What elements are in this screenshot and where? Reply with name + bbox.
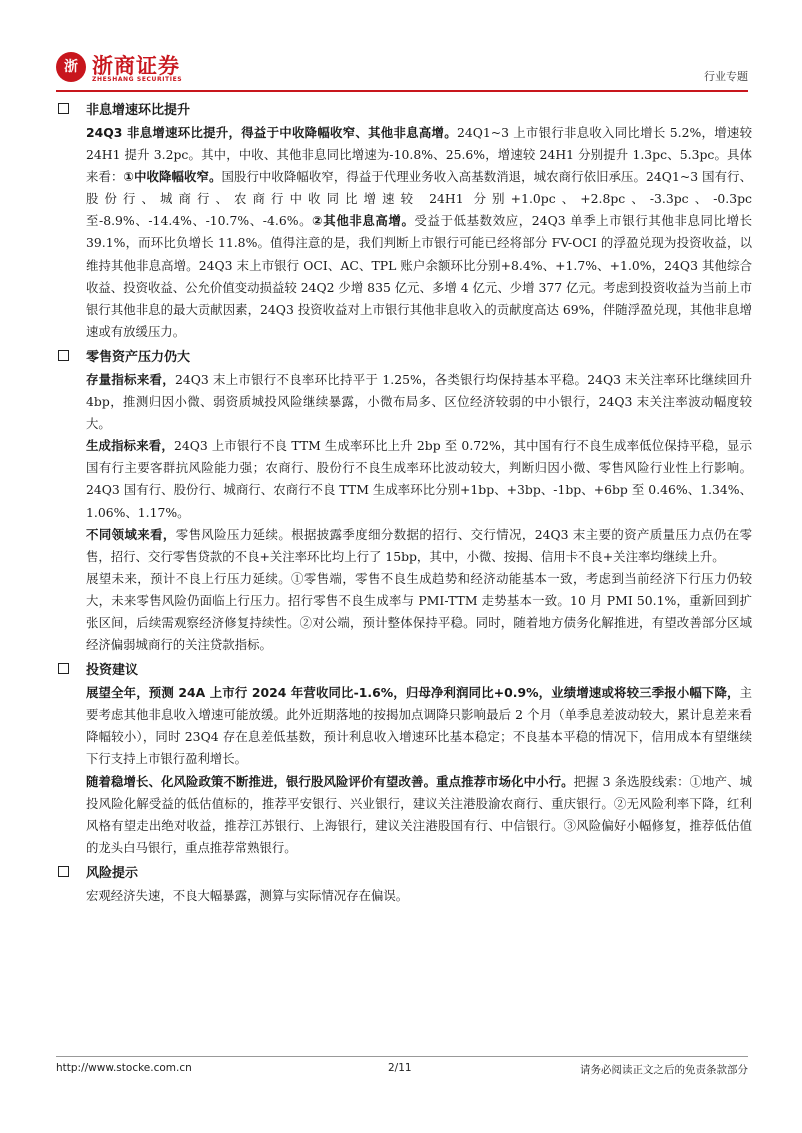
section-title: 风险提示 <box>86 865 139 881</box>
checkbox-bullet-icon <box>58 103 69 114</box>
section-heading <box>56 345 748 369</box>
body-paragraph <box>86 682 752 770</box>
body-paragraph <box>86 122 752 343</box>
text-run: 宏观经济失速，不良大幅暴露，测算与实际情况存在偏误。 <box>86 887 409 903</box>
company-logo <box>56 48 216 92</box>
bold-text-run: ①中收降幅收窄。 <box>123 169 222 185</box>
text-run: 主要考虑其他非息收入增速可能放缓。此外近期落地的按揭加点调降只影响最后 2 个月（单季息差波动较大，累计息差来看降幅较小），同时 23Q4 存在息差低基数，预计利息收入增速环比基本稳定；不良基本平稳的情况下，信用成本有望继续下行支持上市银行盈利增长。 <box>86 685 752 767</box>
logo-text: 浙商证券 <box>92 54 180 78</box>
checkbox-bullet-icon <box>58 866 69 877</box>
report-body <box>56 96 753 907</box>
section-heading <box>56 658 748 682</box>
bold-text-run: 生成指标来看， <box>86 438 174 454</box>
body-paragraph <box>86 369 752 435</box>
page-header <box>56 44 748 96</box>
bold-text-run: 存量指标来看， <box>86 371 175 387</box>
body-paragraph <box>86 435 752 523</box>
text-run: 24Q1~3 上市银行非息收入同比增长 5.2%，增速较 24H1 提升 3.2pc。其中，中收、其他非息同比增速为-10.8%、25.6%，增速较 24H1 分别提升 1.3pc、5.3pc。具体来看： <box>86 125 752 185</box>
footer-url[interactable]: http://www.stocke.com.cn <box>56 1062 192 1074</box>
bold-text-run: 不同领域来看， <box>86 526 176 542</box>
body-paragraph <box>86 885 752 907</box>
body-paragraph <box>86 568 752 656</box>
section-title: 投资建议 <box>86 663 139 679</box>
section-heading <box>56 861 748 885</box>
text-run: 零售风险压力延续。根据披露季度细分数据的招行、交行情况，24Q3 末主要的资产质量压力点仍在零售，招行、交行零售贷款的不良+关注率环比均上行了 15bp，其中，小微、按揭、信用卡不良+关注率均继续上升。 <box>86 526 752 564</box>
bold-text-run: 24Q3 非息增速环比提升，得益于中收降幅收窄、其他非息高增。 <box>86 125 457 140</box>
checkbox-bullet-icon <box>58 663 69 674</box>
report-type-label: 行业专题 <box>704 70 748 83</box>
section-title: 零售资产压力仍大 <box>86 349 191 365</box>
page-number: 2/11 <box>388 1062 412 1074</box>
section-title: 非息增速环比提升 <box>86 103 191 118</box>
checkbox-bullet-icon <box>58 350 69 361</box>
text-run: 国股行中收降幅收窄，得益于代理业务收入高基数消退，城农商行依旧承压。24Q1~3 国有行、股份行、城商行、农商行中收同比增速较 24H1 分别+1.0pc、+2.8pc、-3.3pc、-0.3pc 至-8.9%、-14.4%、-10.7%、-4.6%。 <box>86 169 752 229</box>
bold-text-run: ②其他非息高增。 <box>312 213 415 229</box>
body-paragraph <box>86 524 752 568</box>
text-run: 把握 3 条选股线索：①地产、城投风险化解受益的低估值标的，推荐平安银行、兴业银行，建议关注港股渝农商行、重庆银行。②无风险利率下降，红利风格有望走出绝对收益，推荐江苏银行、上海银行，建议关注港股国有行、中信银行。③风险偏好小幅修复，推荐低估值的龙头白马银行，重点推荐常熟银行。 <box>86 773 752 855</box>
bold-text-run: 展望全年，预测 24A 上市行 2024 年营收同比-1.6%，归母净利润同比+0.9%，业绩增速或将较三季报小幅下降， <box>86 685 740 701</box>
logo-english-text: ZHESHANG SECURITIES <box>92 76 183 83</box>
logo-emblem-icon: 浙 <box>56 52 86 82</box>
footer-disclaimer: 请务必阅读正文之后的免责条款部分 <box>580 1064 748 1076</box>
text-run: 展望未来，预计不良上行压力延续。①零售端，零售不良生成趋势和经济动能基本一致，考虑到当前经济下行压力仍较大，未来零售风险仍面临上行压力。招行零售不良生成率与 PMI-TTM 走势基本一致。10 月 PMI 50.1%，重新回到扩张区间，后续需观察经济修复持续性。②对公端，预计整体保持平稳。同时，随着地方债务化解推进，有望改善部分区域经济偏弱城商行的关注贷款指标。 <box>86 570 752 653</box>
header-divider <box>56 90 748 92</box>
footer-divider <box>56 1056 748 1057</box>
text-run: 24Q3 上市银行不良 TTM 生成率环比上升 2bp 至 0.72%，其中国有行不良生成率低位保持平稳，显示国有行主要客群抗风险能力强；农商行、股份行不良生成率环比波动较大，判断归因小微、零售风险行业性上行影响。24Q3 国有行、股份行、城商行、农商行不良 TTM 生成率环比分别+1bp、+3bp、-1bp、+6bp 至 0.46%、1.34%、1.06%、1.17%。 <box>86 438 753 520</box>
body-paragraph <box>86 771 752 859</box>
bold-text-run: 随着稳增长、化风险政策不断推进，银行股风险评价有望改善。重点推荐市场化中小行。 <box>86 773 574 789</box>
section-heading <box>56 98 748 122</box>
text-run: 受益于低基数效应，24Q3 单季上市银行其他非息同比增长 39.1%，而环比负增长 11.8%。值得注意的是，我们判断上市银行可能已经将部分 FV-OCI 的浮盈兑现为投资收益，以维持其他非息高增。24Q3 末上市银行 OCI、AC、TPL 账户余额环比分别+8.4%、+1.7%、+1.0%，24Q3 其他综合收益、投资收益、公允价值变动损益较 24Q2 少增 835 亿元、多增 4 亿元、少增 377 亿元。考虑到投资收益为当前上市银行其他非息的最大贡献因素，24Q3 投资收益对上市银行其他非息收入的贡献度高达 69%，伴随浮盈兑现，其他非息增速或有放缓压力。 <box>86 213 752 339</box>
text-run: 24Q3 末上市银行不良率环比持平于 1.25%，各类银行均保持基本平稳。24Q3 末关注率环比继续回升 4bp，推测归因小微、弱资质城投风险继续暴露，小微布局多、区位经济较弱的中小银行，24Q3 末关注率波动幅度较大。 <box>86 371 753 432</box>
